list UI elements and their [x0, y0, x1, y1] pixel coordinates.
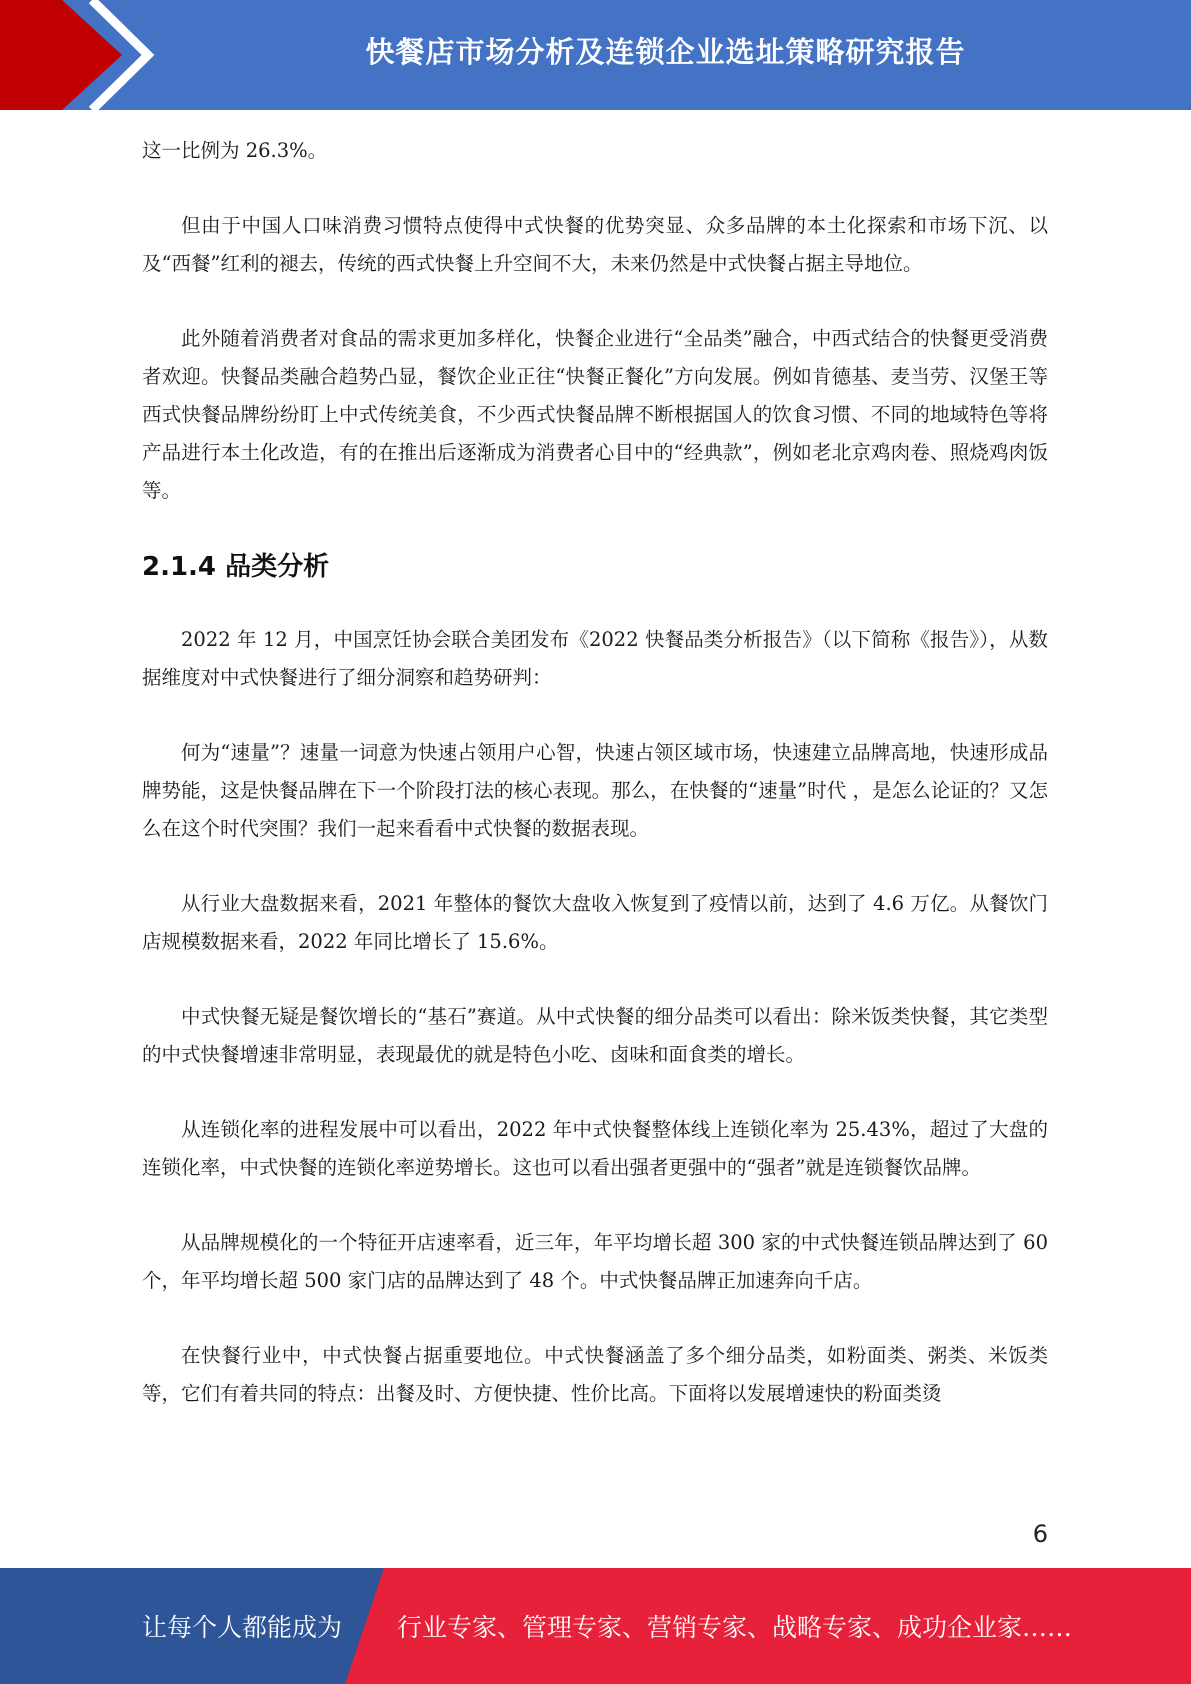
page-content — [142, 132, 1048, 1450]
paragraph: 此外随着消费者对食品的需求更加多样化，快餐企业进行“全品类”融合，中西式结合的快餐更受消费者欢迎。快餐品类融合趋势凸显，餐饮企业正往“快餐正餐化”方向发展。例如肯德基、麦当劳、汉堡王等西式快餐品牌纷纷盯上中式传统美食，不少西式快餐品牌不断根据国人的饮食习惯、不同的地域特色等将产品进行本土化改造，有的在推出后逐渐成为消费者心目中的“经典款”，例如老北京鸡肉卷、照烧鸡肉饭等。 — [142, 327, 1048, 502]
header-title: 快餐店市场分析及连锁企业选址策略研究报告 — [365, 34, 966, 69]
page-header — [0, 0, 1191, 110]
page-footer — [0, 1568, 1191, 1684]
paragraph: 2022 年 12 月，中国烹饪协会联合美团发布《2022 快餐品类分析报告》（以下简称《报告》），从数据维度对中式快餐进行了细分洞察和趋势研判： — [142, 628, 1048, 689]
footer-slogan-left: 让每个人都能成为 — [142, 1613, 343, 1642]
paragraph: 但由于中国人口味消费习惯特点使得中式快餐的优势突显、众多品牌的本土化探索和市场下沉、以及“西餐”红利的褪去，传统的西式快餐上升空间不大，未来仍然是中式快餐占据主导地位。 — [142, 214, 1048, 275]
footer-slogan-right: 行业专家、管理专家、营销专家、战略专家、成功企业家…… — [397, 1613, 1073, 1642]
paragraph: 从行业大盘数据来看，2021 年整体的餐饮大盘收入恢复到了疫情以前，达到了 4.6 万亿。从餐饮门店规模数据来看，2022 年同比增长了 15.6%。 — [142, 892, 1048, 953]
paragraph: 中式快餐无疑是餐饮增长的“基石”赛道。从中式快餐的细分品类可以看出：除米饭类快餐，其它类型的中式快餐增速非常明显，表现最优的就是特色小吃、卤味和面食类的增长。 — [142, 1005, 1048, 1066]
header-arrow-decoration — [0, 0, 160, 110]
paragraph: 从连锁化率的进程发展中可以看出，2022 年中式快餐整体线上连锁化率为 25.43%，超过了大盘的连锁化率，中式快餐的连锁化率逆势增长。这也可以看出强者更强中的“强者”就是连锁餐饮品牌。 — [142, 1118, 1048, 1179]
paragraph: 这一比例为 26.3%。 — [142, 139, 328, 162]
paragraph: 何为“速量”？速量一词意为快速占领用户心智，快速占领区域市场，快速建立品牌高地，快速形成品牌势能，这是快餐品牌在下一个阶段打法的核心表现。那么，在快餐的“速量”时代 ，是怎么论证的？又怎么在这个时代突围？我们一起来看看中式快餐的数据表现。 — [142, 741, 1048, 840]
paragraph: 从品牌规模化的一个特征开店速率看，近三年，年平均增长超 300 家的中式快餐连锁品牌达到了 60 个，年平均增长超 500 家门店的品牌达到了 48 个。中式快餐品牌正加速奔向千店。 — [142, 1231, 1048, 1292]
section-heading: 2.1.4 品类分析 — [142, 552, 330, 582]
page-number: 6 — [1032, 1520, 1048, 1548]
paragraph: 在快餐行业中，中式快餐占据重要地位。中式快餐涵盖了多个细分品类，如粉面类、粥类、米饭类等，它们有着共同的特点：出餐及时、方便快捷、性价比高。下面将以发展增速快的粉面类烫 — [142, 1344, 1048, 1405]
